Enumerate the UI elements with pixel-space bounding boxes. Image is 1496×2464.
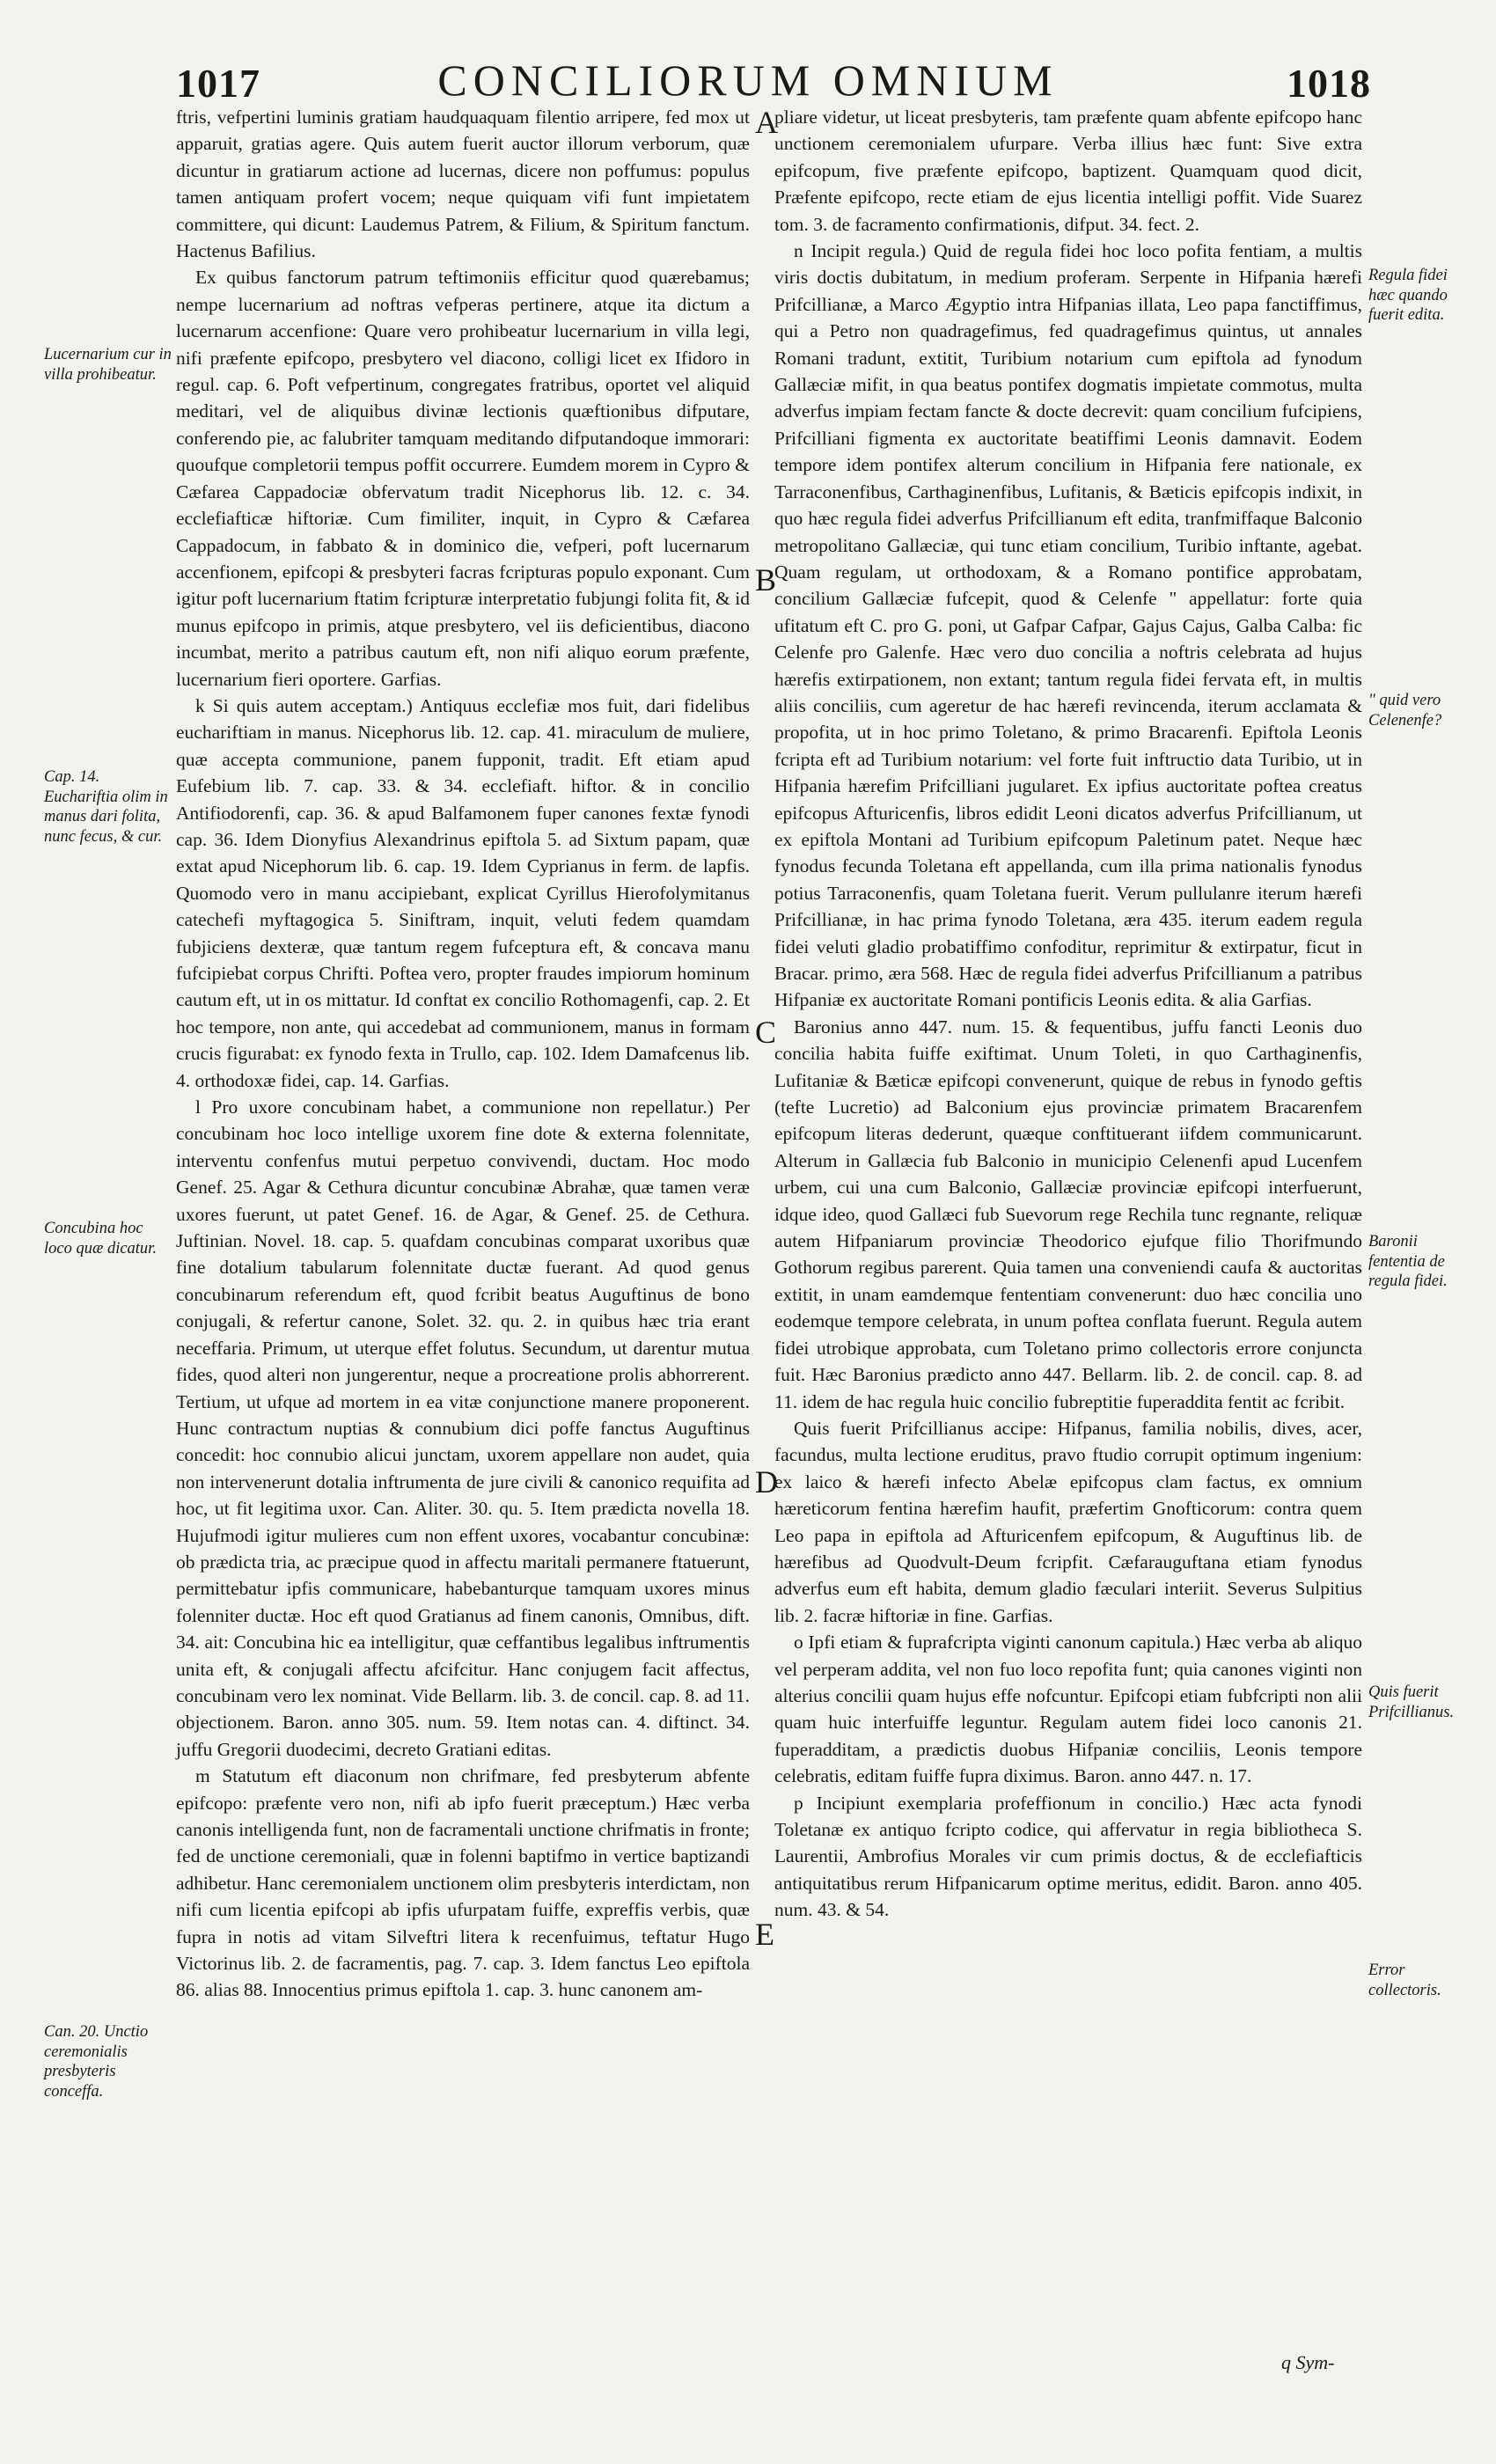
- paragraph: ftris, vefpertini luminis gratiam haudquaquam filentio arripere, fed mox ut apparuit, gratias agere. Quis autem fuerit auctor illorum verborum, quæ dicuntur in gratiarum actione ad lucernas, dicere non poffumus: populus tamen antiquam profert vocem; neque quiquam vifi funt impietatem committere, qui dicunt: Laudemus Patrem, & Filium, & Spiritum fanctum. Hactenus Bafilius.: [176, 106, 750, 262]
- paragraph: pliare videtur, ut liceat presbyteris, tam præfente quam abfente epifcopo hanc unctionem ceremonialem ufurpare. Verba illius hæc funt: Sive extra epifcopum, five præfente epifcopo, baptizent. Quamquam quod dicit, Præfente epifcopo, recte etiam de ejus licentia intelligi poffit. Vide Suarez tom. 3. de facramento confirmationis, difput. 34. fect. 2.: [774, 106, 1362, 235]
- right-column: [774, 104, 1362, 1924]
- section-letter-d: D: [755, 1464, 778, 1500]
- right-page-number: 1018: [1287, 61, 1371, 106]
- left-column: [176, 104, 750, 2004]
- margin-note: Cap. 14. Euchariftia olim in manus dari folita, nunc fecus, & cur.: [44, 768, 168, 846]
- paragraph: p Incipiunt exemplaria profeffionum in concilio.) Hæc acta fynodi Toletanæ ex antiquo fcripto codice, qui affervatur in regia bibliotheca S. Laurentii, Ambrofius Morales vir cum primis doctus, & de ecclefiafticis antiquitatibus rerum Hifpanicarum optime meritus, edidit. Baron. anno 405. num. 43. & 54.: [774, 1792, 1362, 1921]
- margin-note: Concubina hoc loco quæ dicatur.: [44, 1220, 157, 1258]
- paragraph: Baronius anno 447. num. 15. & fequentibus, juffu fancti Leonis duo concilia habita fuiffe exiftimat. Unum Toleti, in quo Carthaginenfis, Lufitaniæ & Bæticæ epifcopi convenerunt, quique de rebus in fynodo geftis (tefte Lucretio) ad Balconium ejus provinciæ primatem Bracarenfem epifcopum literas dederunt, quæque conftituerant iifdem communicarunt. Alterum in Gallæcia fub Balconio in municipio Celenenfi apud Lucenfem urbem, cui una cum Balconio, Gallæciæ provinciæ epifcopi interfuerunt, idque ideo, quod Gallæci fub Suevorum rege Rechila tunc regnante, reliquæ autem Hifpaniarum provinciæ Theodorico ejufque filio Thorifmundo Gothorum regibus parerent. Quia tamen una conveniendi caufa & auctoritas extitit, in unam eamdemque fententiam convenerunt: duo hæc concilia uno eodemque tempore celebrata, in unum poftea conflata fuerunt. Regula autem fidei utrobique approbata, cum Toletano primo collectoris errore conjuncta fuit. Hæc Baronius prædicto anno 447. Bellarm. lib. 2. de concil. cap. 8. ad 11. idem de hac regula huic concilio fubreptitie fuperaddita fentit ac fcribit.: [774, 1016, 1362, 1412]
- margin-note: Regula fidei hæc quando fuerit edita.: [1368, 267, 1448, 324]
- margin-note: " quid vero Celenenfe?: [1368, 692, 1442, 730]
- section-letter-b: B: [755, 562, 777, 598]
- paragraph: o Ipfi etiam & fuprafcripta viginti canonum capitula.) Hæc verba ab aliquo vel perperam addita, vel non fuo loco repofita funt; quia canones viginti non alterius concilii quam hujus effe nofcuntur. Epifcopi etiam fubfcripti non alii quam huic interfuiffe leguntur. Regulam autem fidei loco canonis 21. fuperadditam, a prædictis duobus Hifpaniæ conciliis, Leonis tempore celebratis, editam fuiffe fupra diximus. Baron. anno 447. n. 17.: [774, 1632, 1362, 1787]
- section-letter-c: C: [755, 1015, 777, 1050]
- margin-note: Error collectoris.: [1368, 1962, 1441, 1999]
- paragraph: m Statutum eft diaconum non chrifmare, fed presbyterum abfente epifcopo: præfente vero non, nifi ab ipfo fuerit præceptum.) Hæc verba canonis intelligenda funt, non de facramentali unctione chrifmatis in fronte; fed de unctione ceremoniali, quæ in folenni baptifmo in vertice baptizandi adhibetur. Hanc ceremonialem unctionem olim presbyteris interdictam, non nifi cum licentia epifcopi ab ipfis ufurpatam fuiffe, expreffis verbis, quæ fupra in notis ad vitam Silveftri litera k recenfuimus, teftatur Hugo Victorinus lib. 2. de facramentis, pag. 7. cap. 3. Idem fanctus Leo epiftola 86. alias 88. Innocentius primus epiftola 1. cap. 3. hunc canonem am-: [176, 1765, 750, 2001]
- paragraph: n Incipit regula.) Quid de regula fidei hoc loco pofita fentiam, a multis viris doctis dubitatum, in medium proferam. Serpente in Hifpania hærefi Prifcillianæ, a Marco Ægyptio intra Hifpanias illata, Leo papa fanctiffimus, qui a Petro non quadragefimus, fed quadragefimus quintus, ut annales Romani tradunt, extitit, Turibium notarium cum epiftola ad fynodum Gallæciæ mifit, in qua beatus pontifex dogmatis impietate commotus, multa adverfus impiam fectam fancte & docte decrevit: quam concilium fufcipiens, Prifcilliani figmenta ex auctoritate beatiffimi Leonis damnavit. Eodem tempore idem pontifex alterum concilium in Hifpania fere nationale, ex Tarraconenfibus, Carthaginenfibus, Lufitanis, & Bæticis epifcopis indixit, in quo hæc regula fidei adverfus Prifcillianum eft edita, tranfmiffaque Balconio metropolitano Gallæciæ, qui tunc etiam concilium, Turibio inftante, agebat. Quam regulam, ut orthodoxam, & a Romano pontifice approbatam, concilium Gallæciæ fufcepit, quod & Celenfe " appellatur: forte quia ufitatum eft C. pro G. poni, ut Gafpar Cafpar, Gajus Cajus, Galba Calba: fic Celenfe pro Galenfe. Hæc vero duo concilia a noftris celebrata ad hujus hærefis extirpationem, non extant; tantum regula fidei fervata eft, in multis aliis conciliis, cum ageretur de hac hærefi revincenda, iterum acclamata & propofita, ut in hoc primo Toletano, & primo Bracarenfi. Epiftola Leonis fcripta eft ad Turibium notarium: vel forte fuit inftructio data Turibio, ut in Hifpania hærefim Prifcilliani jugularet. Ex ipfius auctoritate poftea creatus epifcopus Afturicenfis, libros edidit Leoni dicatos adverfus Prifcillianum, ut ex epiftola Montani ad Turibium epifcopum Paletinum patet. Neque hæc fynodus fecunda Toletana eft appellanda, cum illa prima nationalis fynodus potius Tarraconenfis, quam Toletana fuerit. Verum pullulanre iterum hærefi Prifcillianæ, in hac prima fynodo Toletana, æra 435. iterum eadem regula fidei veluti gladio probatiffimo confoditur, reprimitur & extirpatur, ficut in Bracar. primo, æra 568. Hæc de regula fidei adverfus Prifcillianum a patribus Hifpaniæ ex auctoritate Romani pontificis Leonis edita. & alia Garfias.: [774, 240, 1362, 1011]
- catchword: q Sym-: [1281, 2351, 1335, 2373]
- left-page-number: 1017: [176, 61, 260, 106]
- margin-note: Lucernarium cur in villa prohibeatur.: [44, 346, 172, 384]
- margin-note: Baronii fententia de regula fidei.: [1368, 1233, 1448, 1290]
- running-title: CONCILIORUM OMNIUM: [437, 55, 1059, 105]
- paragraph: k Si quis autem acceptam.) Antiquus ecclefiæ mos fuit, dari fidelibus euchariftiam in manus. Nicephorus lib. 12. cap. 41. miraculum de muliere, quæ accepta communione, panem fupponit, tradit. Eft etiam apud Eufebium lib. 7. cap. 33. & 34. ecclefiaft. hiftor. & in concilio Antifiodorenfi, cap. 36. & apud Balfamonem fuper canones fextæ fynodi cap. 36. Idem Dionyfius Alexandrinus epiftola 5. ad Sixtum papam, quæ extat apud Nicephorum lib. 6. cap. 19. Idem Cyprianus in ferm. de lapfis. Quomodo vero in manu accipiebant, explicat Cyrillus Hierofolymitanus catechefi myftagogica 5. Siniftram, inquit, veluti fedem quamdam fubjiciens dexteræ, quæ tantum regem fufceptura eft, & concava manu fufcipiebat corpus Chrifti. Poftea vero, propter fraudes impiorum hominum cautum eft, ut in os mittatur. Id conftat ex concilio Rothomagenfi, cap. 2. Et hoc tempore, non ante, qui accedebat ad communionem, manus in formam crucis figurabat: ex fynodo fexta in Trullo, cap. 102. Idem Damafcenus lib. 4. orthodoxæ fidei, cap. 14. Garfias.: [176, 694, 751, 1091]
- section-letter-e: E: [755, 1917, 774, 1952]
- section-letter-a: A: [755, 105, 778, 140]
- paragraph: Ex quibus fanctorum patrum teftimoniis efficitur quod quærebamus; nempe lucernarium ad noftras vefperas pertinere, atque ita dictum a lucernarum accenfione: Quare vero prohibeatur lucernarium in villa legi, nifi præfente epifcopo, presbytero vel diacono, colligi licet ex Ifidoro in regul. cap. 6. Poft vefpertinum, congregates fratribus, oportet vel aliquid meditari, vel de aliquibus divinæ lectionis quæftionibus difputare, conferendo pie, ac falubriter tamquam meditando difputandoque immorari: quoufque completorii tempus poffit occurrere. Eumdem morem in Cypro & Cæfarea Cappadociæ obfervatum tradit Nicephorus lib. 12. c. 34. ecclefiafticæ hiftoriæ. Cum fimiliter, inquit, in Cypro & Cæfarea Cappadocum, in fabbato & in dominico die, vefperi, poft lucernarum accenfionem, epifcopi & presbyteri facras fcripturas populo exponant. Cum igitur poft lucernarium ftatim fcripturæ interpretatio fubjungi folita fit, & id munus epifcopo in primis, atque presbytero, vel iis deficientibus, diacono incumbat, merito a patribus cautum eft, non nifi aliquo eorum præfente, lucernarium fieri oportere. Garfias.: [176, 267, 750, 690]
- margin-note: Can. 20. Unctio ceremonialis presbyteris conceffa.: [44, 2023, 149, 2101]
- paragraph: Quis fuerit Prifcillianus accipe: Hifpanus, familia nobilis, dives, acer, facundus, multa lectione eruditus, pravo ftudio corrupit optimum ingenium: ex laico & hærefi infecto Abelæ epifcopus clam factus, ex omnium hæreticorum fentina hærefim haufit, præfertim Gnofticorum: contra quem Leo papa in epiftola ad Afturicenfem epifcopum, & Auguftinus lib. de hærefibus ad Quodvult-Deum fcripfit. Cæfarauguftana etiam fynodus adverfus eum eft habita, demum gladio fæculari interiit. Severus Sulpitius lib. 2. facræ hiftoriæ in fine. Garfias.: [774, 1417, 1362, 1626]
- paragraph: l Pro uxore concubinam habet, a communione non repellatur.) Per concubinam hoc loco intellige uxorem fine dote & externa folennitate, interventu confenfus mutui perpetuo convivendi, ductam. Hoc modo Genef. 25. Agar & Cethura dicuntur concubinæ Abrahæ, quæ tamen veræ uxores fuerunt, ut patet Genef. 16. de Agar, & Genef. 25. de Cethura. Juftinian. Novel. 18. cap. 5. quafdam concubinas comparat uxoribus quæ fine dotalium tabularum folennitate ductæ fuerant. Ad quod genus concubinarum referendum eft, quod fcribit beatus Auguftinus de bono conjugali, & refertur canone, Solet. 32. qu. 2. in quibus hæc tria erant neceffaria. Primum, ut uterque effet folutus. Secundum, ut darentur mutua fides, quod alteri non jungerentur, neque a procreatione prolis abhorrerent. Tertium, ut ufque ad mortem in ea vitæ conjunctione manere proponerent. Hunc contractum nuptias & connubium dici poffe fanctus Auguftinus concedit: hoc connubio alicui junctam, uxorem appellare non audet, quia non intervenerunt dotalia inftrumenta de jure civili & canonico requifita ad hoc, ut fit legitima uxor. Can. Aliter. 30. qu. 5. Item prædicta novella 18. Hujufmodi igitur mulieres cum non effent uxores, vocabantur concubinæ: ob prædicta tria, ac præcipue quod in affectu maritali permanere ftatuerunt, permittebatur ipfis communicare, habebanturque tamquam uxores minus folenniter ductæ. Hoc eft quod Gratianus ad finem canonis, Omnibus, dift. 34. ait: Concubina hic ea intelligitur, quæ ceffantibus legalibus inftrumentis unita eft, & conjugali affectu afcifcitur. Hanc conjugem facit affectus, concubinam vero lex nominat. Vide Bellarm. lib. 3. de concil. cap. 8. ad 11. objectionem. Baron. anno 305. num. 59. Item notas can. 4. diftinct. 34. juffu Gregorii duodecimi, decreto Gratiani editas.: [176, 1096, 750, 1760]
- margin-note: Quis fuerit Prifcillianus.: [1368, 1683, 1455, 1721]
